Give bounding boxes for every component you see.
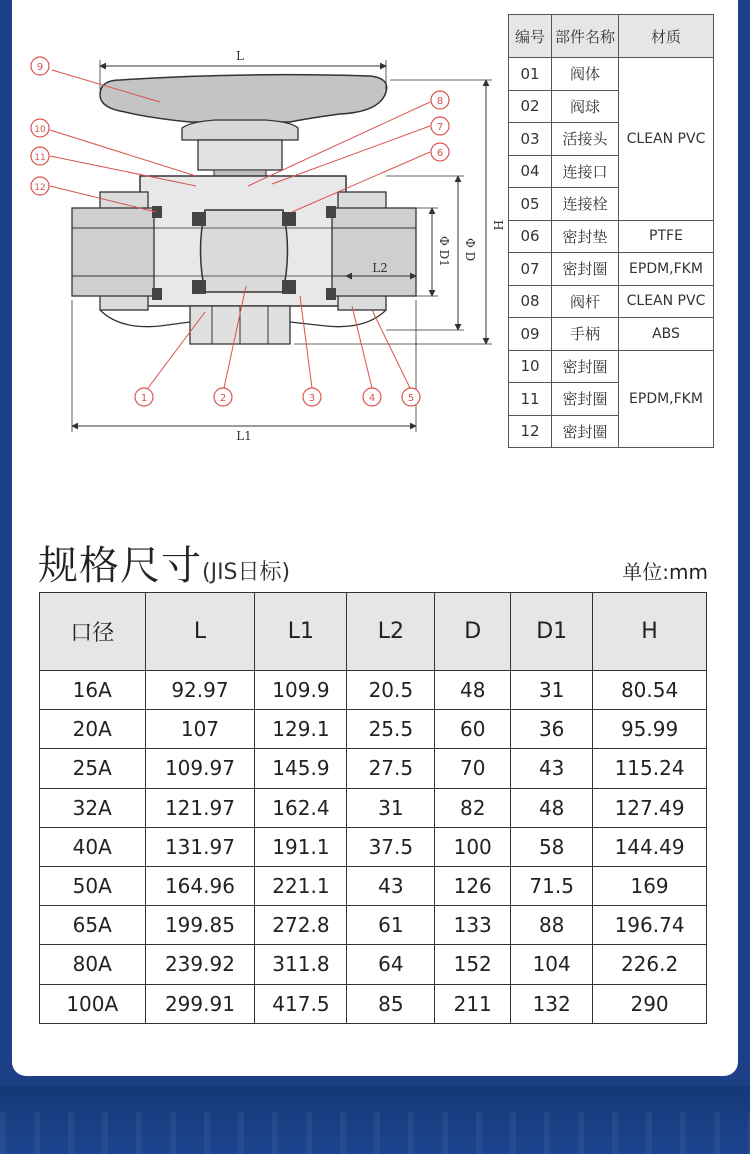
dims-cell: 25A [40, 749, 146, 788]
dims-cell: 299.91 [145, 984, 255, 1023]
dims-cell: 272.8 [255, 906, 347, 945]
callout-5: 5 [407, 393, 415, 404]
header-name: 部件名称 [552, 15, 619, 58]
dims-cell: 164.96 [145, 866, 255, 905]
dims-cell: 196.74 [593, 906, 707, 945]
dims-cell: 25.5 [347, 710, 435, 749]
dims-cell: 85 [347, 984, 435, 1023]
dims-cell: 211 [435, 984, 511, 1023]
dims-cell: 126 [435, 866, 511, 905]
part-no: 06 [509, 220, 552, 253]
header-material: 材质 [619, 15, 714, 58]
part-name: 密封圈 [552, 253, 619, 286]
dims-cell: 100 [435, 827, 511, 866]
dims-cell: 152 [435, 945, 511, 984]
part-name: 密封垫 [552, 220, 619, 253]
table-row [40, 906, 707, 945]
dims-cell: 40A [40, 827, 146, 866]
part-no: 03 [509, 123, 552, 156]
header-no: 编号 [509, 15, 552, 58]
part-name: 密封圈 [552, 350, 619, 383]
dims-cell: 100A [40, 984, 146, 1023]
dims-cell: 417.5 [255, 984, 347, 1023]
callout-11: 11 [34, 153, 46, 163]
part-name: 阀体 [552, 58, 619, 91]
table-row [40, 788, 707, 827]
callout-8: 8 [436, 96, 444, 107]
table-row [40, 671, 707, 710]
dims-cell: 109.97 [145, 749, 255, 788]
dims-cell: 20A [40, 710, 146, 749]
dim-H-label: H [491, 220, 505, 231]
dims-cell: 65A [40, 906, 146, 945]
dims-cell: 88 [511, 906, 593, 945]
part-material: EPDM,FKM [619, 350, 714, 448]
table-row [509, 285, 714, 318]
table-row [40, 710, 707, 749]
dims-cell: 60 [435, 710, 511, 749]
callout-9: 9 [36, 62, 44, 73]
part-material: ABS [619, 318, 714, 351]
dims-cell: 132 [511, 984, 593, 1023]
dims-cell: 127.49 [593, 788, 707, 827]
part-no: 02 [509, 90, 552, 123]
dims-header-cell: L2 [347, 593, 435, 671]
dims-cell: 162.4 [255, 788, 347, 827]
part-no: 01 [509, 58, 552, 91]
dims-cell: 50A [40, 866, 146, 905]
table-row [509, 253, 714, 286]
dims-cell: 144.49 [593, 827, 707, 866]
dims-header-cell: D1 [511, 593, 593, 671]
dims-cell: 32A [40, 788, 146, 827]
part-no: 08 [509, 285, 552, 318]
dims-cell: 20.5 [347, 671, 435, 710]
table-row [509, 350, 714, 383]
part-no: 09 [509, 318, 552, 351]
dim-L1-label: L1 [236, 429, 252, 443]
part-name: 阀球 [552, 90, 619, 123]
part-name: 手柄 [552, 318, 619, 351]
dims-cell: 191.1 [255, 827, 347, 866]
dims-cell: 70 [435, 749, 511, 788]
part-material: CLEAN PVC [619, 285, 714, 318]
table-row [509, 318, 714, 351]
part-material: EPDM,FKM [619, 253, 714, 286]
dims-cell: 36 [511, 710, 593, 749]
dims-cell: 31 [511, 671, 593, 710]
dims-cell: 104 [511, 945, 593, 984]
section-title-text: 规格尺寸 [38, 543, 202, 589]
stem [198, 140, 282, 170]
part-no: 04 [509, 155, 552, 188]
dims-cell: 48 [511, 788, 593, 827]
dims-cell: 221.1 [255, 866, 347, 905]
callout-1: 1 [140, 393, 148, 404]
callout-2: 2 [219, 393, 227, 404]
part-material: CLEAN PVC [619, 58, 714, 221]
parts-table-header [509, 15, 714, 58]
part-name: 阀杆 [552, 285, 619, 318]
part-no: 07 [509, 253, 552, 286]
dims-cell: 92.97 [145, 671, 255, 710]
part-material: PTFE [619, 220, 714, 253]
dims-header-cell: D [435, 593, 511, 671]
dims-cell: 16A [40, 671, 146, 710]
dims-table-header [40, 593, 707, 671]
dims-cell: 107 [145, 710, 255, 749]
dims-cell: 226.2 [593, 945, 707, 984]
dims-cell: 37.5 [347, 827, 435, 866]
left-pipe [72, 208, 154, 296]
dims-cell: 80A [40, 945, 146, 984]
section-subtitle: (JIS日标) [202, 560, 291, 585]
part-name: 连接栓 [552, 188, 619, 221]
callout-10: 10 [34, 125, 46, 135]
dims-cell: 27.5 [347, 749, 435, 788]
dims-cell: 121.97 [145, 788, 255, 827]
dims-cell: 290 [593, 984, 707, 1023]
part-no: 05 [509, 188, 552, 221]
handle-shape [100, 75, 387, 122]
ball [201, 210, 288, 292]
part-name: 密封圈 [552, 415, 619, 448]
dims-table-body [40, 671, 707, 1024]
dims-cell: 48 [435, 671, 511, 710]
callout-6: 6 [436, 148, 444, 159]
callout-4: 4 [368, 393, 376, 404]
part-no: 10 [509, 350, 552, 383]
dims-cell: 311.8 [255, 945, 347, 984]
dims-header-cell: H [593, 593, 707, 671]
table-row [40, 749, 707, 788]
dims-header-cell: 口径 [40, 593, 146, 671]
callout-3: 3 [308, 393, 316, 404]
table-row [509, 220, 714, 253]
unit-label: 单位:mm [622, 560, 708, 584]
section-title [38, 534, 290, 591]
dim-L2-label: L2 [372, 261, 388, 275]
dims-cell: 82 [435, 788, 511, 827]
dim-L-label: L [236, 49, 244, 63]
dims-cell: 129.1 [255, 710, 347, 749]
dim-D1-label: Φ D1 [437, 236, 451, 267]
dims-cell: 64 [347, 945, 435, 984]
dims-cell: 109.9 [255, 671, 347, 710]
dims-cell: 199.85 [145, 906, 255, 945]
table-row [40, 984, 707, 1023]
part-no: 11 [509, 383, 552, 416]
parts-table [508, 14, 714, 448]
callout-12: 12 [34, 183, 46, 193]
table-row [509, 58, 714, 91]
dim-D-label: Φ D [463, 238, 477, 262]
dims-cell: 239.92 [145, 945, 255, 984]
dims-cell: 43 [511, 749, 593, 788]
handle-hub [182, 120, 298, 140]
table-row [40, 827, 707, 866]
dims-cell: 133 [435, 906, 511, 945]
dims-cell: 169 [593, 866, 707, 905]
table-row [40, 945, 707, 984]
dims-cell: 145.9 [255, 749, 347, 788]
part-name: 活接头 [552, 123, 619, 156]
dims-cell: 80.54 [593, 671, 707, 710]
dims-cell: 61 [347, 906, 435, 945]
dims-cell: 95.99 [593, 710, 707, 749]
table-row [40, 866, 707, 905]
part-name: 密封圈 [552, 383, 619, 416]
dims-cell: 131.97 [145, 827, 255, 866]
dims-cell: 31 [347, 788, 435, 827]
dims-header-cell: L1 [255, 593, 347, 671]
callout-7: 7 [436, 122, 444, 133]
footer-stripes [0, 1112, 750, 1154]
dimensions-table [39, 592, 707, 1024]
right-pipe [332, 208, 416, 296]
part-name: 连接口 [552, 155, 619, 188]
dims-cell: 115.24 [593, 749, 707, 788]
part-no: 12 [509, 415, 552, 448]
dims-header-cell: L [145, 593, 255, 671]
dims-cell: 43 [347, 866, 435, 905]
dims-cell: 71.5 [511, 866, 593, 905]
dims-cell: 58 [511, 827, 593, 866]
